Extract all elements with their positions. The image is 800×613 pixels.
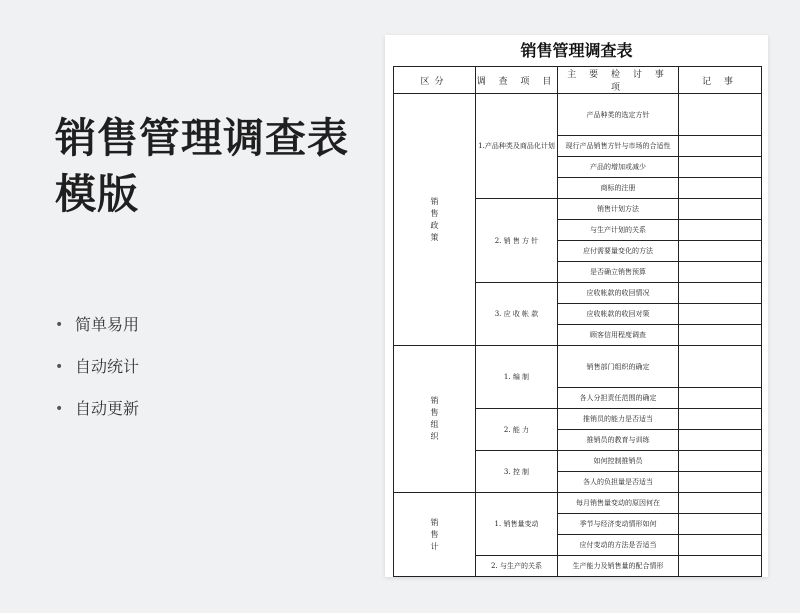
note-cell[interactable] (679, 535, 762, 556)
feature-list (55, 312, 139, 438)
survey-item-cell: 2. 与生产的关系 (476, 556, 558, 577)
note-cell[interactable] (679, 283, 762, 304)
note-cell[interactable] (679, 430, 762, 451)
note-cell[interactable] (679, 136, 762, 157)
feature-item (55, 354, 139, 396)
review-item-cell: 应付变动的方法是否适当 (558, 535, 679, 556)
column-header: 区分 (394, 67, 476, 94)
feature-label: 自动更新 (75, 399, 140, 418)
column-header: 主 要 检 讨 事 项 (558, 67, 679, 94)
survey-item-cell: 1.产品种类及商品化计划 (476, 94, 558, 199)
category-label: 销售组织 (430, 396, 439, 441)
category-label: 销售政策 (430, 196, 439, 242)
note-cell[interactable] (679, 388, 762, 409)
survey-item-cell: 1. 编 制 (476, 346, 558, 409)
review-item-cell: 销售部门组织的确定 (558, 346, 679, 388)
survey-item-cell: 2. 销 售 方 针 (476, 199, 558, 283)
header-row (394, 67, 762, 94)
review-item-cell: 应收帐款的收回对策 (558, 304, 679, 325)
review-item-cell: 季节与经济变动情形如何 (558, 514, 679, 535)
table-row (394, 493, 762, 514)
promo-panel (55, 110, 365, 222)
review-item-cell: 生产能力及销售量的配合情形 (558, 556, 679, 577)
category-cell (394, 94, 476, 346)
column-header: 调 查 项 目 (476, 67, 558, 94)
category-label: 销售计 (430, 517, 439, 551)
review-item-cell: 现行产品销售方针与市场的合适性 (558, 136, 679, 157)
review-item-cell: 推销员的能力是否适当 (558, 409, 679, 430)
page-heading: 销售管理调查表模版 (55, 114, 349, 218)
survey-item-cell: 1. 销售量变动 (476, 493, 558, 556)
note-cell[interactable] (679, 94, 762, 136)
bullet-icon: • (55, 317, 64, 333)
note-cell[interactable] (679, 472, 762, 493)
table-row (394, 94, 762, 136)
review-item-cell: 是否确立销售预算 (558, 262, 679, 283)
note-cell[interactable] (679, 262, 762, 283)
survey-item-cell: 2. 能 力 (476, 409, 558, 451)
note-cell[interactable] (679, 157, 762, 178)
review-item-cell: 产品的增加或减少 (558, 157, 679, 178)
feature-label: 简单易用 (75, 315, 140, 334)
note-cell[interactable] (679, 346, 762, 388)
feature-item (55, 396, 139, 438)
note-cell[interactable] (679, 325, 762, 346)
note-cell[interactable] (679, 241, 762, 262)
document-preview (385, 35, 768, 577)
review-item-cell: 与生产计划的关系 (558, 220, 679, 241)
survey-item-cell: 3. 应 收 帐 款 (476, 283, 558, 346)
survey-item-cell: 3. 控 制 (476, 451, 558, 493)
note-cell[interactable] (679, 178, 762, 199)
review-item-cell: 每月销售量变动的原因何在 (558, 493, 679, 514)
feature-label: 自动统计 (75, 357, 140, 376)
bullet-icon: • (55, 359, 64, 375)
note-cell[interactable] (679, 493, 762, 514)
note-cell[interactable] (679, 220, 762, 241)
category-cell (394, 346, 476, 493)
note-cell[interactable] (679, 409, 762, 430)
review-item-cell: 商标的注册 (558, 178, 679, 199)
note-cell[interactable] (679, 199, 762, 220)
review-item-cell: 各人分担责任范围的确定 (558, 388, 679, 409)
note-cell[interactable] (679, 514, 762, 535)
review-item-cell: 顾客信用程度调查 (558, 325, 679, 346)
review-item-cell: 推销员的教育与训练 (558, 430, 679, 451)
feature-item (55, 312, 139, 354)
bullet-icon: • (55, 401, 64, 417)
column-header: 记 事 (679, 67, 762, 94)
review-item-cell: 产品种类的选定方针 (558, 94, 679, 136)
note-cell[interactable] (679, 304, 762, 325)
review-item-cell: 销售计划方法 (558, 199, 679, 220)
note-cell[interactable] (679, 556, 762, 577)
table-row (394, 346, 762, 388)
review-item-cell: 如何控制推销员 (558, 451, 679, 472)
review-item-cell: 应收帐款的收回情况 (558, 283, 679, 304)
review-item-cell: 各人的负担量是否适当 (558, 472, 679, 493)
review-item-cell: 应付需要量变化的方法 (558, 241, 679, 262)
category-cell (394, 493, 476, 577)
note-cell[interactable] (679, 451, 762, 472)
form-title: 销售管理调查表 (520, 41, 633, 60)
survey-table (393, 66, 762, 577)
